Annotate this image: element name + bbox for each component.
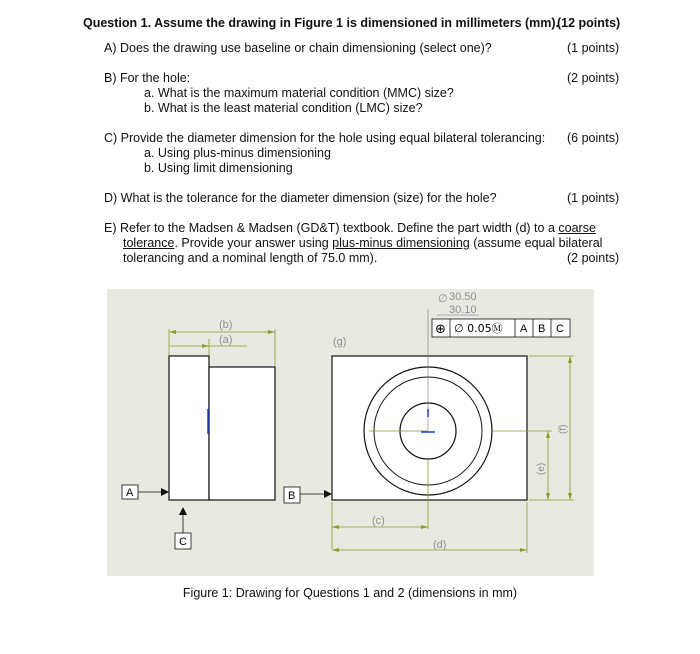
part-e-line2-mid: . Provide your answer using — [174, 236, 333, 250]
dim-hole-lower: 30.10 — [449, 304, 477, 316]
fcf-datum-c: C — [556, 323, 564, 335]
part-e-line3: tolerancing and a nominal length of 75.0 mm). — [123, 251, 378, 265]
part-e-line2 — [123, 236, 602, 250]
part-b-item-a: a. What is the maximum material condition (MMC) size? — [144, 86, 454, 100]
part-c-item-a: a. Using plus-minus dimensioning — [144, 146, 331, 160]
part-c-points: (6 points) — [567, 131, 620, 145]
part-c-text: C) Provide the diameter dimension for the hole using equal bilateral tolerancing: — [104, 131, 546, 145]
part-e-points: (2 points) — [567, 251, 620, 265]
part-a-points: (1 points) — [567, 41, 620, 55]
part-e-tolerance-link[interactable]: tolerance — [123, 236, 175, 250]
dim-f-label: (f) — [558, 424, 569, 434]
dim-c-label: (c) — [372, 515, 385, 527]
part-e-line1-text: E) Refer to the Madsen & Madsen (GD&T) textbook. Define the part width (d) to a — [104, 221, 559, 235]
dim-d-label: (d) — [433, 539, 447, 551]
datum-b-label: B — [288, 490, 296, 502]
datum-c-label: C — [179, 536, 187, 548]
dim-e-label: (e) — [536, 462, 547, 475]
part-e-coarse-link[interactable]: coarse — [558, 221, 596, 235]
dim-hole-upper: 30.50 — [449, 291, 477, 303]
part-b-item-b: b. What is the least material condition (LMC) size? — [144, 101, 423, 115]
figure-caption: Figure 1: Drawing for Questions 1 and 2 (dimensions in mm) — [182, 586, 518, 600]
diameter-symbol: ∅ — [438, 293, 448, 305]
front-view-body — [332, 356, 527, 500]
question-title: Question 1. Assume the drawing in Figure 1 is dimensioned in millimeters (mm). — [83, 16, 560, 30]
engineering-drawing — [107, 289, 594, 576]
dim-g-label: (g) — [333, 336, 347, 348]
fcf-datum-b: B — [538, 323, 546, 335]
fcf-datum-a: A — [520, 323, 528, 335]
dim-a-label: (a) — [219, 334, 233, 346]
fcf-tolerance: ∅ 0.05Ⓜ — [454, 322, 503, 335]
side-view-body — [209, 367, 275, 500]
part-e-line2-post: (assume equal bilateral — [469, 236, 603, 250]
fcf-position-symbol: ⊕ — [435, 322, 446, 337]
datum-a-label: A — [126, 487, 134, 499]
part-e-line1 — [104, 221, 596, 235]
part-d-points: (1 points) — [567, 191, 620, 205]
part-c-item-b: b. Using limit dimensioning — [144, 161, 293, 175]
part-a-text: A) Does the drawing use baseline or chain dimensioning (select one)? — [104, 41, 492, 55]
question-points: (12 points) — [557, 16, 621, 30]
dim-b-label: (b) — [219, 319, 233, 331]
part-b-text: B) For the hole: — [104, 71, 191, 85]
part-b-points: (2 points) — [567, 71, 620, 85]
side-view-flange — [169, 356, 209, 500]
part-d-text: D) What is the tolerance for the diameter dimension (size) for the hole? — [104, 191, 497, 205]
part-e-plus-minus-link[interactable]: plus-minus dimensioning — [332, 236, 470, 250]
